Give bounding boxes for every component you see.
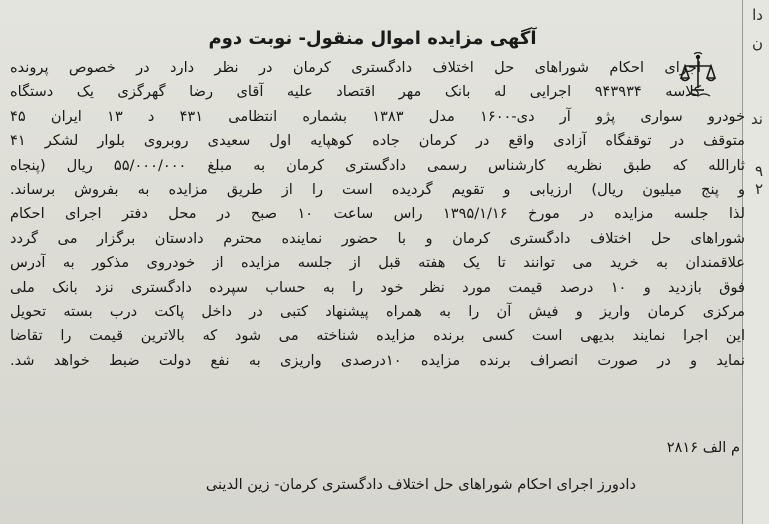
adjacent-text-fragment: ۲ — [754, 180, 763, 198]
notice-line: علاقمندان به خرید می توانند تا یک هفته قبل از جلسه مزایده از خودروی مذکور به آدرس — [10, 254, 745, 272]
notice-line: ثارالله که طبق نظریه کارشناس رسمی دادگستری کرمان به مبلغ ۵۵/۰۰۰/۰۰۰ ریال (پنجاه — [10, 156, 745, 174]
notice-line: نماید و در صورت انصراف برنده مزایده ۱۰درصدی واریزی به نفع دولت ضبط خواهد شد. — [10, 351, 745, 369]
notice-line: متوقف در توقفگاه آزادی واقع در کرمان جاده کوهپایه اول سعیدی روبروی بلوار لشکر ۴۱ — [10, 132, 745, 150]
adjacent-text-fragment: ۹ — [754, 162, 763, 180]
notice-title: آگهی مزایده اموال منقول- نوبت دوم — [208, 28, 537, 49]
adjacent-text-fragment: دا — [752, 6, 763, 24]
notice-line: لذا جلسه مزایده در مورخ ۱۳۹۵/۱/۱۶ راس ساعت ۱۰ صبح در محل دفتر اجرای احکام — [10, 205, 745, 223]
adjacent-text-fragment: ن — [751, 34, 763, 52]
notice-line: فوق بازدید و ۱۰ درصد قیمت مورد نظر خود را به حساب سپرده دادگستری نزد بانک ملی — [10, 278, 745, 296]
notice-reference-code: م الف ۲۸۱۶ — [666, 439, 740, 456]
notice-line: و پنج میلیون ریال) ارزیابی و تقویم گردیده است را از طریق مزایده به بفروش برساند. — [10, 180, 745, 198]
notice-line: اجرای احکام شوراهای حل اختلاف دادگستری کرمان در نظر دارد در خصوص پرونده — [10, 59, 701, 76]
notice-line: این اجرا نمایند بدیهی است کسی برنده مزایده شناخته می شود که بالاترین قیمت را تقاضا — [10, 327, 745, 345]
adjacent-text-fragment: ند — [750, 110, 763, 128]
notice-line: کلاسه ۹۴۳۹۳۴ اجرایی له بانک مهر اقتصاد علیه آقای رضا گهرگزی یک دستگاه — [10, 83, 701, 101]
notice-line: خودرو سواری پژو آر دی-۱۶۰۰ مدل ۱۳۸۳ بشماره انتظامی ۴۳۱ د ۱۳ ایران ۴۵ — [10, 107, 745, 125]
notice-body — [10, 56, 745, 373]
notice-line: مرکزی کرمان واریز و فیش آن را به همراه پیشنهاد کتبی در داخل پاکت درب بسته تحویل — [10, 302, 745, 320]
adjacent-column-fragment — [742, 0, 769, 524]
notice-line: شوراهای حل اختلاف دادگستری کرمان و با حضور نماینده محترم دادستان برگزار می گردد — [10, 229, 745, 247]
notice-signature: دادورز اجرای احکام شوراهای حل اختلاف دادگستری کرمان- زین الدینی — [205, 476, 636, 493]
